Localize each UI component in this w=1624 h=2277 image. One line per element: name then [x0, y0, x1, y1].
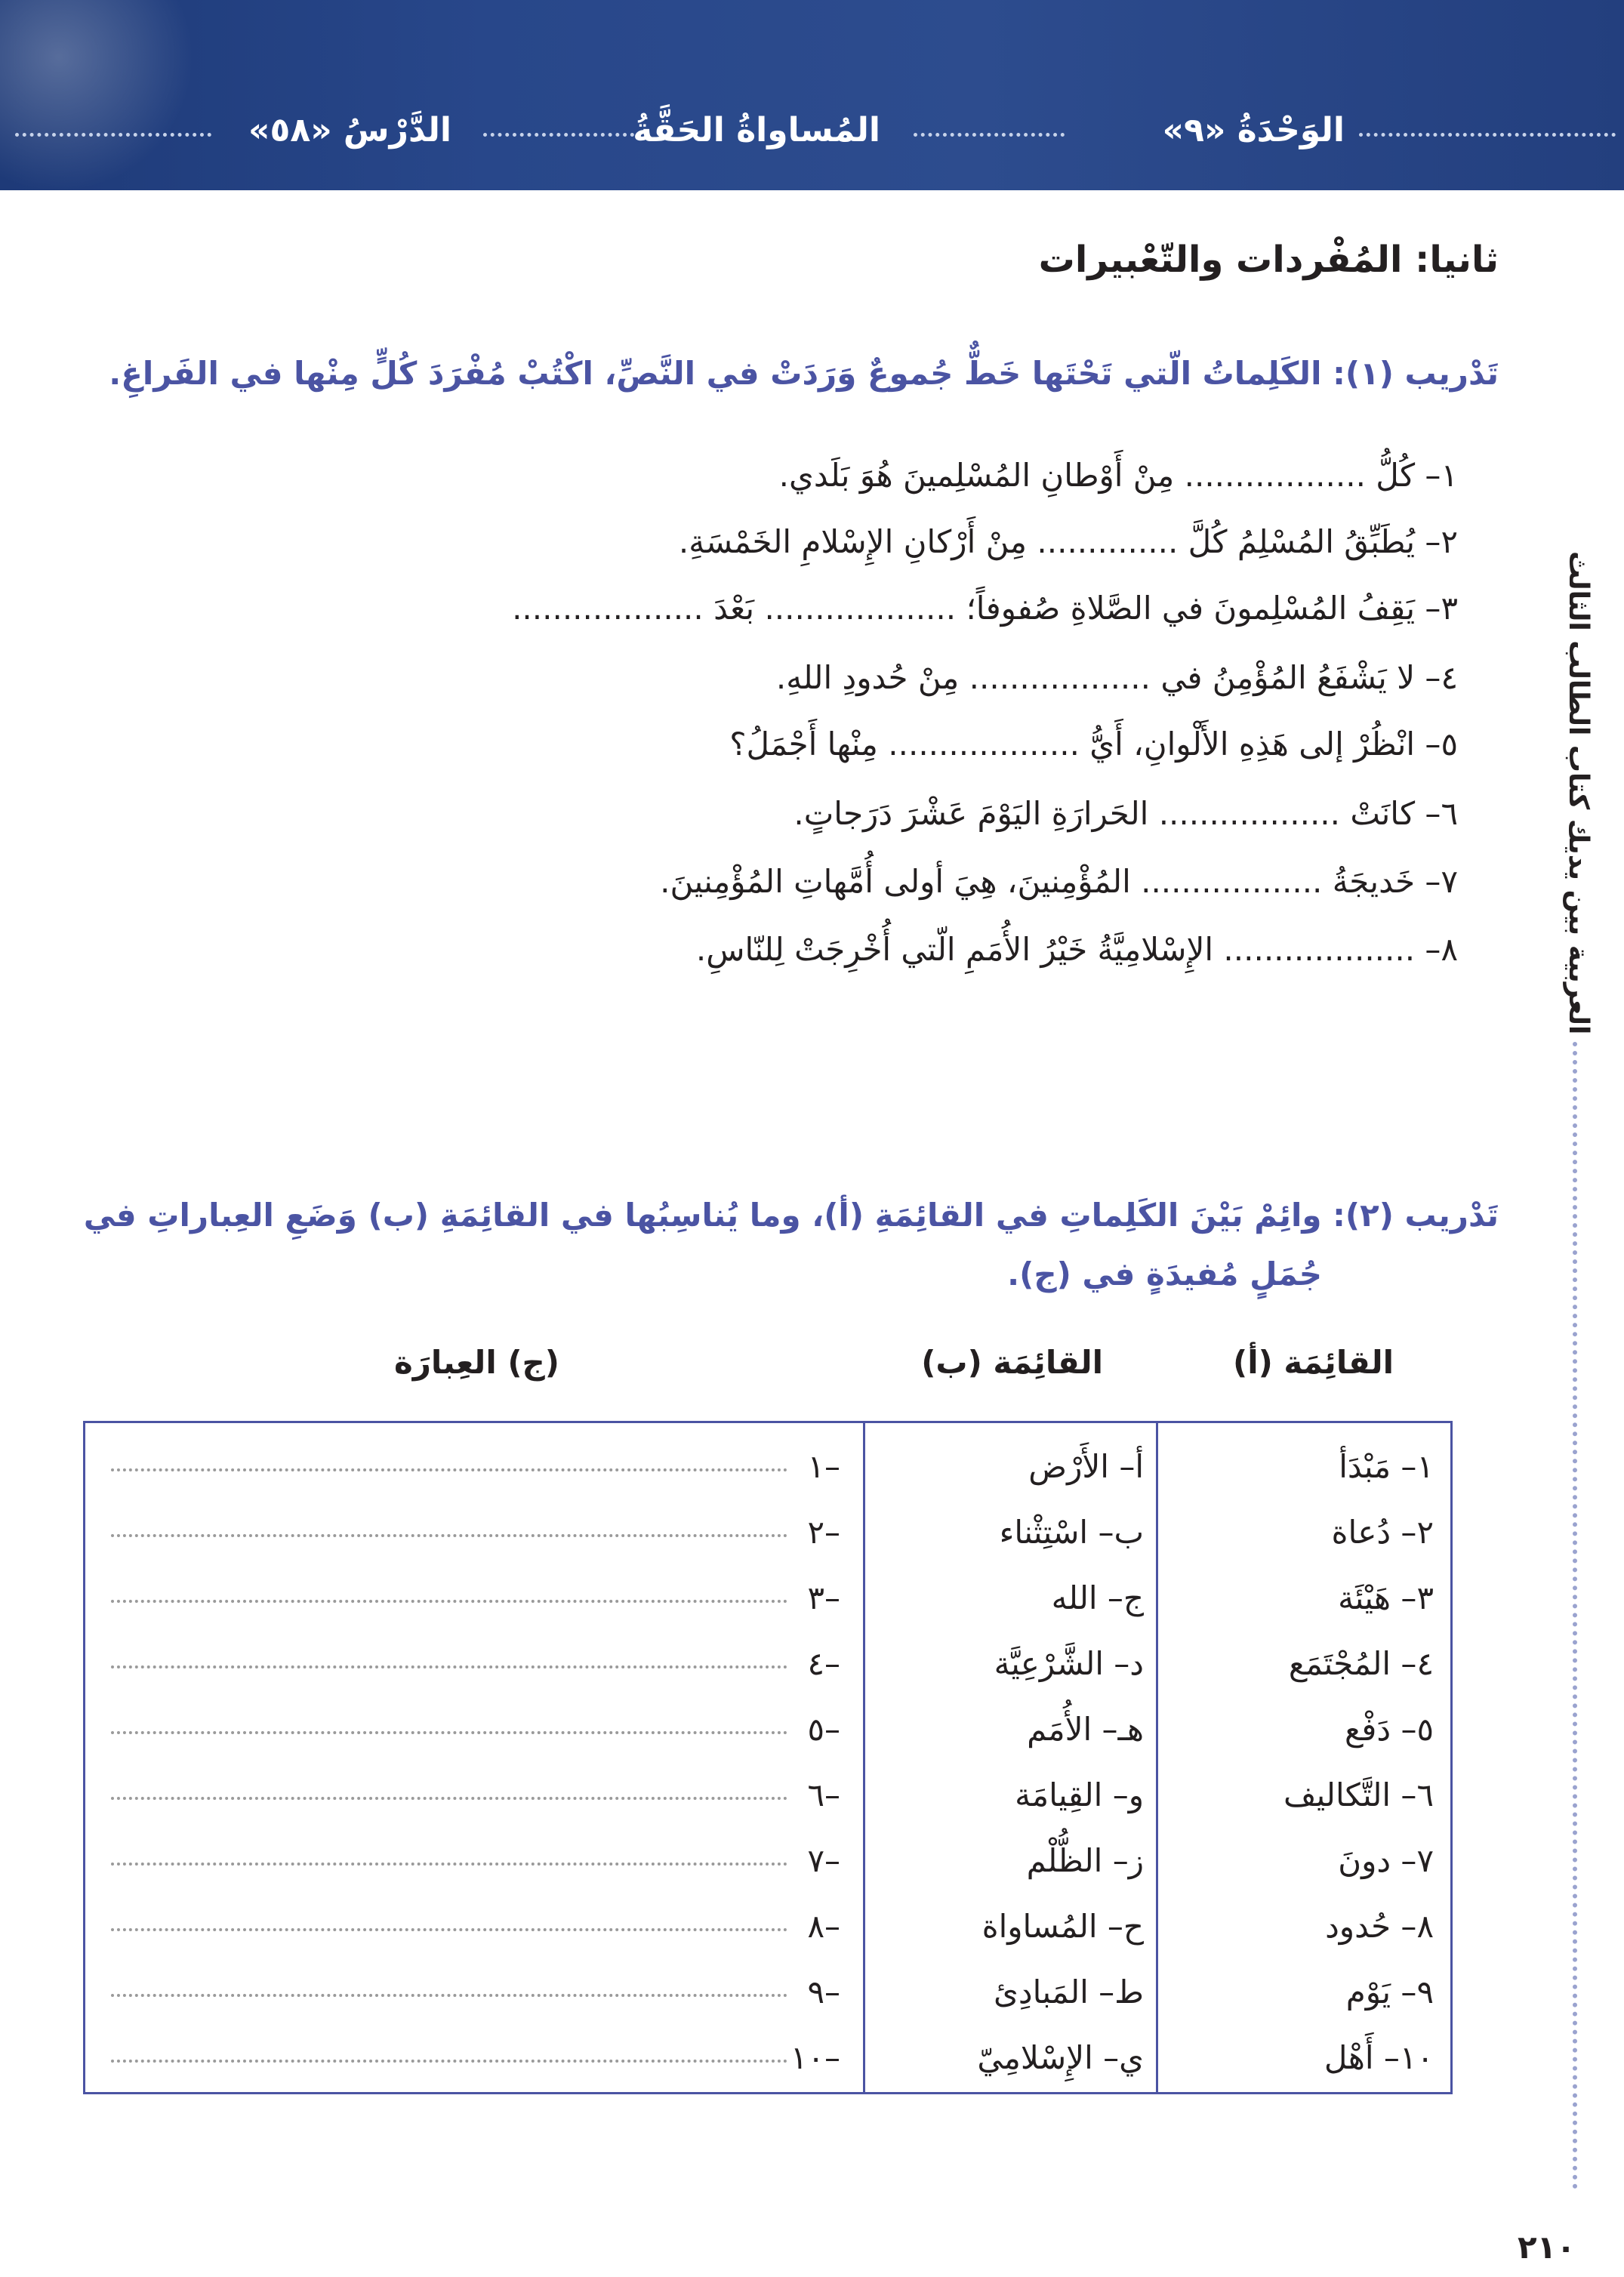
column-header-b: القائِمَة (ب) [921, 1344, 1103, 1381]
list-a-item: ٣– هَيْئَة [1338, 1579, 1434, 1616]
dotted-blank [111, 1928, 787, 1931]
dotted-blank [111, 1665, 787, 1668]
list-b-item: ب– اسْتِثْناء [999, 1514, 1144, 1551]
answer-number: –٣ [807, 1579, 840, 1616]
table-row [85, 1434, 1455, 1500]
list-b-item: أ– الأَرْض [1028, 1448, 1144, 1485]
answer-line[interactable] [85, 1828, 863, 1894]
dotted-blank [111, 2060, 787, 2063]
answer-number: –٧ [807, 1842, 840, 1879]
book-side-label: العربية بين يديك كتاب الطالب الثالث [1563, 551, 1594, 1035]
list-a-item: ٨– حُدود [1325, 1908, 1434, 1945]
table-row [85, 1828, 1455, 1894]
topic-label: المُساواةُ الحَقَّةُ [633, 111, 880, 149]
exercise1-title: تَدْريب (١): الكَلِماتُ الّتي تَحْتَها خَطٌّ جُموعٌ وَرَدَتْ في النَّصِّ، اكْتُبْ مُفْرَدَ كُلٍّ مِنْها في الفَراغِ. [109, 355, 1499, 392]
answer-line[interactable] [85, 1893, 863, 1960]
list-b-item: ح– المُساواة [981, 1908, 1144, 1945]
dotted-divider [483, 133, 634, 137]
list-a-item: ٢– دُعاة [1331, 1514, 1434, 1551]
table-row [85, 1959, 1455, 2026]
decorative-swirl-icon [0, 0, 196, 190]
exercise1-item: ٥– انْظُرْ إلى هَذِهِ الأَلْوانِ، أَيُّ ................... مِنْها أَجْمَلُ؟ [729, 726, 1458, 763]
table-row [85, 2025, 1455, 2091]
list-a-item: ٧– دونَ [1338, 1842, 1434, 1879]
column-header-c: (ج) العِبارَة [393, 1344, 559, 1381]
list-a-item: ٤– المُجْتَمَع [1288, 1645, 1434, 1682]
table-row [85, 1762, 1455, 1829]
answer-line[interactable] [85, 1499, 863, 1566]
exercise1-item: ٤– لا يَشْفَعُ المُؤْمِنُ في .................. مِنْ حُدودِ اللهِ. [775, 659, 1458, 696]
answer-number: –٩ [807, 1974, 840, 2010]
header-banner [0, 0, 1624, 190]
list-b-item: ج– الله [1051, 1579, 1144, 1616]
answer-number: –٨ [807, 1908, 840, 1945]
list-b-item: هـ– الأُمَم [1027, 1711, 1144, 1748]
exercise2-title-line1: تَدْريب (٢): وائِمْ بَيْنَ الكَلِماتِ في القائِمَةِ (أ)، وما يُناسِبُها في القائِمَةِ (ب) وَضَعِ العِباراتِ في [83, 1197, 1499, 1234]
answer-number: –٢ [807, 1514, 840, 1551]
answer-line[interactable] [85, 1631, 863, 1697]
table-row [85, 1565, 1455, 1631]
dotted-divider [15, 133, 211, 137]
answer-line[interactable] [85, 1696, 863, 1763]
list-b-item: د– الشَّرْعِيَّة [994, 1645, 1144, 1682]
dotted-blank [111, 1994, 787, 1997]
dotted-divider [1359, 133, 1616, 137]
answer-line[interactable] [85, 1959, 863, 2026]
list-a-item: ٩– يَوْم [1345, 1974, 1434, 2010]
dotted-divider [914, 133, 1065, 137]
answer-number: –١٠ [790, 2039, 840, 2076]
section-title: ثانيا: المُفْردات والتّعْبيرات [1038, 239, 1499, 281]
exercise1-item: ٦– كانَتْ .................. الحَرارَةِ اليَوْمَ عَشْرَ دَرَجاتٍ. [794, 795, 1458, 832]
dotted-blank [111, 1468, 787, 1471]
answer-number: –٥ [807, 1711, 840, 1748]
list-b-item: و– القِيامَة [1015, 1776, 1144, 1813]
list-a-item: ١٠– أَهْل [1324, 2039, 1434, 2076]
list-b-item: ط– المَبادِئ [994, 1974, 1144, 2010]
answer-line[interactable] [85, 1434, 863, 1500]
unit-label: الوَحْدَةُ «٩» [1162, 111, 1345, 149]
dotted-blank [111, 1600, 787, 1603]
answer-number: –٤ [807, 1645, 840, 1682]
exercise1-item: ٧– خَديجَةُ .................. المُؤْمِنينَ، هِيَ أولى أُمَّهاتِ المُؤْمِنينَ. [660, 863, 1458, 900]
list-b-item: ز– الظُّلْم [1026, 1842, 1144, 1879]
table-row [85, 1893, 1455, 1960]
list-a-item: ٥– دَفْع [1344, 1711, 1434, 1748]
list-a-item: ٦– التَّكاليف [1283, 1776, 1434, 1813]
table-row [85, 1631, 1455, 1697]
page-number: ٢١٠ [1518, 2229, 1576, 2266]
dotted-blank [111, 1534, 787, 1537]
answer-number: –١ [807, 1448, 840, 1485]
answer-number: –٦ [807, 1776, 840, 1813]
side-dotted-border [1573, 1042, 1577, 2189]
exercise1-item: ٨– ................... الإِسْلامِيَّةُ خَيْرُ الأُمَمِ الّتي أُخْرِجَتْ لِلنّاسِ. [695, 931, 1458, 968]
list-a-item: ١– مَبْدَأ [1339, 1448, 1434, 1485]
exercise2-title-line2: جُمَلٍ مُفيدَةٍ في (ج). [1007, 1256, 1322, 1293]
exercise1-item: ٣– يَقِفُ المُسْلِمونَ في الصَّلاةِ صُفوفاً؛ ................... بَعْدَ ................... [512, 590, 1458, 627]
table-row [85, 1696, 1455, 1763]
exercise1-item: ١– كُلُّ .................. مِنْ أَوْطانِ المُسْلِمينَ هُوَ بَلَدي. [778, 457, 1458, 494]
dotted-blank [111, 1863, 787, 1866]
dotted-blank [111, 1731, 787, 1734]
answer-line[interactable] [85, 1762, 863, 1829]
exercise1-item: ٢– يُطَبِّقُ المُسْلِمُ كُلَّ .............. مِنْ أَرْكانِ الإِسْلامِ الخَمْسَةِ. [678, 523, 1458, 560]
dotted-blank [111, 1797, 787, 1800]
answer-line[interactable] [85, 2025, 863, 2091]
matching-table [83, 1421, 1453, 2094]
column-header-a: القائِمَة (أ) [1233, 1344, 1394, 1381]
list-b-item: ي– الإِسْلامِيّ [977, 2039, 1144, 2076]
lesson-label: الدَّرْسُ «٥٨» [248, 111, 451, 149]
answer-line[interactable] [85, 1565, 863, 1631]
table-row [85, 1499, 1455, 1566]
